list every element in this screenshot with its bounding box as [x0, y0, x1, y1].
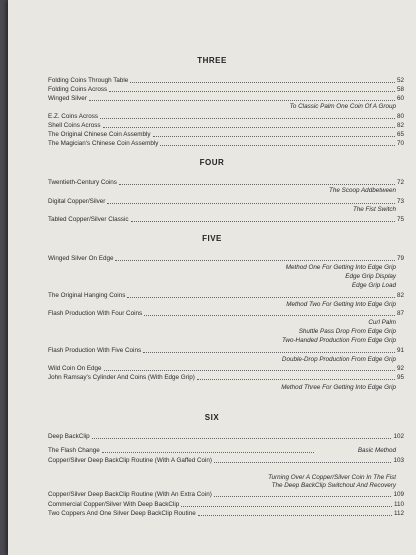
- leader-dots: [107, 202, 395, 204]
- toc-subentry: The Scoop Addbetween: [329, 187, 396, 194]
- toc-entry: Folding Coins Through Table 52: [48, 77, 404, 84]
- toc-entry: Commercial Copper/Silver With Deep BackClip 110: [48, 501, 404, 508]
- toc-subentry: Edge Grip Load: [351, 282, 396, 289]
- leader-dots: [153, 135, 395, 137]
- section-title-five: FIVE: [202, 234, 222, 243]
- toc-entry: The Flash Change: [48, 446, 404, 455]
- book-page: [8, 0, 416, 555]
- leader-dots: [100, 117, 395, 119]
- toc-subentry: The Deep BackClip Switchout And Recovery: [271, 482, 396, 489]
- leader-dots: [89, 99, 395, 101]
- toc-entry: Copper/Silver Deep BackClip Routine (With An Extra Coin) 109: [48, 491, 404, 498]
- leader-dots: [214, 461, 391, 463]
- toc-entry: Flash Production With Five Coins 91: [48, 347, 404, 354]
- leader-dots: [197, 378, 395, 380]
- toc-entry: The Original Hanging Coins 82: [48, 292, 404, 299]
- toc-entry: Copper/Silver Deep BackClip Routine (With A Gaffed Coin) 103: [48, 457, 404, 464]
- toc-entry: Shell Coins Across 82: [48, 122, 404, 129]
- leader-dots: [131, 220, 395, 222]
- section-title-four: FOUR: [199, 158, 225, 167]
- toc-entry: E.Z. Coins Across 80: [48, 113, 404, 120]
- leader-dots: [92, 437, 391, 439]
- leader-dots: [130, 81, 395, 83]
- leader-dots: [102, 451, 314, 453]
- toc-subentry: Double-Drop Production From Edge Grip: [281, 356, 396, 363]
- toc-subentry: The Fist Switch: [352, 206, 396, 213]
- toc-entry: Digital Copper/Silver 73: [48, 198, 404, 205]
- toc-subentry: Two-Handed Production From Edge Grip: [282, 337, 396, 344]
- toc-entry: Tabled Copper/Silver Classic 75: [48, 216, 404, 223]
- section-title-three: THREE: [197, 56, 227, 65]
- toc-subentry: To Classic Palm One Coin Of A Group: [289, 103, 396, 110]
- leader-dots: [104, 369, 395, 371]
- toc-entry: Two Coppers And One Silver Deep BackClip Routine 112: [48, 510, 404, 517]
- leader-dots: [144, 314, 395, 316]
- toc-entry: Flash Production With Four Coins 87: [48, 310, 404, 317]
- leader-dots: [103, 126, 395, 128]
- leader-dots: [198, 514, 392, 516]
- leader-dots: [127, 296, 395, 298]
- toc-entry: The Magician's Chinese Coin Assembly 70: [48, 140, 404, 147]
- leader-dots: [160, 144, 395, 146]
- toc-entry: The Original Chinese Coin Assembly 65: [48, 131, 404, 138]
- leader-dots: [181, 505, 392, 507]
- leader-dots: [119, 183, 395, 185]
- toc-subentry: Method Two For Getting Into Edge Grip: [286, 301, 396, 308]
- toc-subentry: Method Three For Getting Into Edge Grip: [281, 384, 396, 391]
- toc-subentry: Edge Grip Display: [345, 273, 396, 280]
- leader-dots: [115, 259, 395, 261]
- toc-entry: Deep BackClip 102: [48, 433, 404, 440]
- toc-entry: Winged Silver On Edge 79: [48, 255, 404, 262]
- toc-entry: John Ramsay's Cylinder And Coins (With Edge Grip) 95: [48, 374, 404, 381]
- toc-subentry: Turning Over A Copper/Silver Coin In The Fist: [268, 474, 396, 481]
- toc-subentry: Curl Palm: [368, 319, 396, 326]
- leader-dots: [143, 351, 395, 353]
- toc-entry: Wild Coin On Edge 92: [48, 365, 404, 372]
- toc-subentry: Method One For Getting Into Edge Grip: [285, 264, 396, 271]
- toc-entry: Twentieth-Century Coins 72: [48, 179, 404, 186]
- toc-subentry: Basic Method: [357, 447, 396, 454]
- toc-entry: Folding Coins Across 58: [48, 86, 404, 93]
- toc-subentry: Shuttle Pass Drop From Edge Grip: [298, 328, 396, 335]
- toc-entry: Winged Silver 60: [48, 95, 404, 102]
- leader-dots: [109, 90, 395, 92]
- leader-dots: [214, 495, 391, 497]
- section-title-six: SIX: [204, 413, 220, 422]
